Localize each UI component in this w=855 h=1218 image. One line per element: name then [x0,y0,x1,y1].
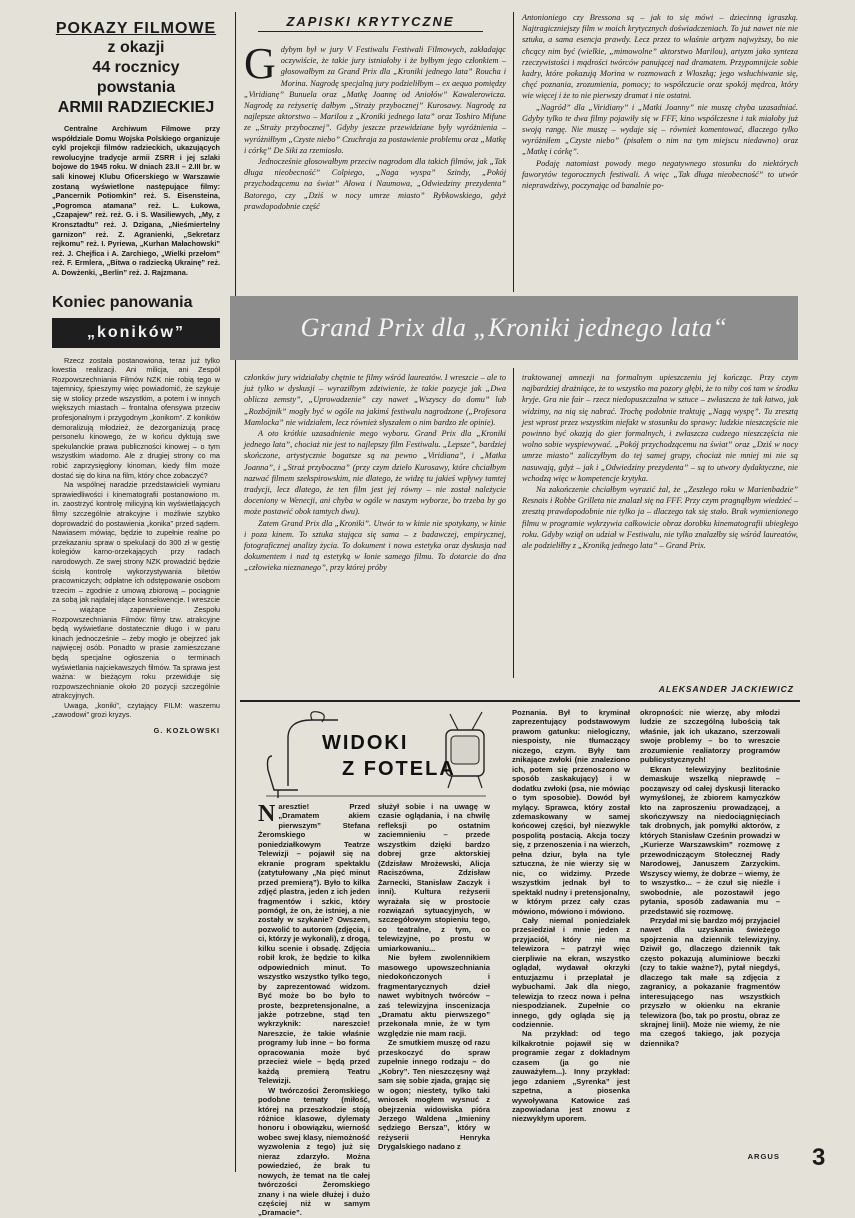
zapiski-header: ZAPISKI KRYTYCZNE [258,14,483,32]
zapiski-paragraph: Jednocześnie głosowałbym przeciw nagrodom dla takich filmów, jak „Tak długa nieobecność” Colpiego, „Naga wyspa” Szindy, „Pokój przychodzącemu na świat” Ałowa i Naumowa, „Odwiedziny prezydenta” Batorego, czy „Dziś w nocy umrze miasto” Rybkowskiego, gdyż prawdopodobnie część [244,157,506,211]
zapiski-paragraph [244,39,506,156]
widoki-paragraph: Nie byłem zwolennikiem masowego upowszechniania niedokończonych i fragmentarycznych dzieł nawet wybitnych twórców – zaś telewizyjna inscenizacja „Dramatu aktu pierwszego” przekonała mnie, że w tym względzie nie mam racji. [378,953,490,1038]
koniec-signature: G. KOZŁOWSKI [153,726,220,736]
left-column [52,20,220,735]
pokazy-title-line3: 44 rocznicy powstania [92,59,180,96]
zapiski-text: dybym był w jury V Festiwalu Festiwali Filmowych, zakładając oczywiście, że takie jury istniałoby i że byłbym jego członkiem – głosowałbym za Grand Prix dla „Kroniki jednego lata” Roucha i Morina. Nagrodę specjalną jury podzieliłbym – ex aequo pomiędzy „Viridianę” Bunuela oraz „Matkę Joannę od Aniołów” Kawalerowicza. Nagrodę za reżyserię dałbym „Straży przybocznej” Kurosawy. Nagrodę za najlepsze aktorstwo – Marilou z „Kroniki jednego lata” oraz Toshiro Mifune ze „Straży przybocznej”. Gdyby jeszcze przewidziane były wyróżnienia – wyróżniłbym „Czyste niebo” Czuchraja za postawienie problemu oraz „Matkę i córkę” De Siki za rzemiosło. [244,45,506,155]
pokazy-title-line1: POKAZY FILMOWE [55,20,217,37]
widoki-column-2 [378,802,490,1152]
pokazy-title-line4: ARMII RADZIECKIEJ [57,99,215,116]
page-number: 3 [812,1144,826,1171]
koniec-paragraph: Uwaga, „koniki”, czytający FILM: waszemu „zawodowi” grozi kryzys. [52,700,220,720]
dropcap-letter: G [244,39,276,88]
zapiski-column-3 [244,372,506,674]
widoki-paragraph: W twórczości Żeromskiego podobne tematy (miłość, której na przeszkodzie stoją różnice klasowe, dylematy honoru i obowiązku, wierność wobec swej klasy, niemożność wyzwolenia z tego) już się nieraz zdarzyło. Można powiedzieć, że brak tu nowych, że temat na tle całej twórczości Żeromskiego znany i na wiele dłużej i dużo częściej niż w samym „Dramacie”. [258,1085,370,1218]
widoki-paragraph: Ze smutkiem muszę od razu przeskoczyć do spraw zupełnie innego rodzaju – do „Kobry”. Ten nieszczęsny wąż sam się sobie zjada, grając się w ogon; niestety, tylko taki wniosek mogłem wysnuć z obejrzenia widowiska pióra Jerzego Waldena „Imieniny sędziego Bersza”, który w reżyserii Henryka Drygalskiego nadano z [378,1038,490,1152]
zapiski-paragraph: członków jury widziałaby chętnie te filmy wśród laureatów. I wreszcie – ale to już tylko w dyskusji – wyraziłbym zdziwienie, że takie pozycje jak „Dwa oblicza zemsty”, „Uprowadzenie” czy nawet „Wszyscy do domu” lub „Rozbójnik” mogły być w ogóle na jakimś festiwalu nagrodzone („Profesora Mamlocka” nie widziałem, lecz również słyszałem o nim bardzo złe opinie). [244,373,506,427]
banner-title: Grand Prix dla „Kroniki jednego lata“ [300,313,728,342]
dropcap-letter: N [258,801,276,827]
widoki-column-4 [640,708,780,1146]
pokazy-title-line2: z okazji [107,39,165,56]
widoki-column-3 [512,708,630,1146]
zapiski-paragraph: Na zakończenie chciałbym wyrazić żal, że „Zeszłego roku w Marienbadzie” Resnais i Robbe Grilleta nie znalazł się na FFF. Przy czym pragnąłbym wiedzieć – zresztą prawdopodobnie nie tylko ja – dlaczego tak się stało. Brak wymienionego filmu w programie wykrzywia całkowicie obraz dorobku kinematografii ubiegłego roku. Gdyby wziął on udział w Festiwalu, nie tylko znalazłby się wśród laureatów, ale podzieliłby z „Kroniką jednego lata” – Grand Prix. [522,485,798,551]
zapiski-paragraph: A oto krótkie uzasadnienie mego wyboru. Grand Prix dla „Kroniki jednego lata”, chociaż nie jest to najlepszy film Festiwalu. „Lepsze”, bardziej skończone, artystycznie bogatsze są na pewno „Viridiana”, i „Matka Joanna”, i „Straż przyboczna” (przy czym dzieło Kurosawy, które chciałbym nazwać filmem szekspirowskim, nie dlatego, że widzę tu jakieś wpływy tamtej tradycji, lecz dlatego, że ten film jest jej równy – nie został należycie doceniony w Wenecji, ani chyba w ogóle w naszym wyborze, bo trzeba by go może postawić obok tamtych dwu). [244,429,506,517]
widoki-column-1 [258,801,370,1218]
grand-prix-banner [230,296,798,360]
pokazy-body [52,124,220,278]
koniec-box-title: „koników” [52,318,220,348]
widoki-paragraph: Ekran telewizyjny bezlitośnie demaskuje wszelką nieprawdę – począwszy od całej dyskusji literacko wymyślonej, że zbiorem kamyczków kto na zaproszeniu prowadzącej, a skończywszy na niedociągnięciach tak drobnych, jak pomyłki aktorów, z których Stanisław Cześnin prowadzi w „Kurierze Warszawskim” rozmowę z przewodniczącym Stołecznej Rady Narodowej, Januszem Zarzyckim. Wszyscy wiemy, że dobrze – wiemy, że to wszystko... – że czuł się nieźle i swobodnie, ale pozostawił jego pytania, sposób zadawania mu – przedstawić się rozmowę. [640,764,780,916]
widoki-header [258,708,490,798]
column-divider-bottom-right [513,368,514,678]
zapiski-paragraph: traktowanej amnezji na formalnym upieszczeniu jej kończąc. Przy czym najbardziej drażniące, że to wszystko ma pozory głębi, że to niby coś tam w środku kryje. Gra nie fair – rzecz niedopuszczalna w sztuce – zwłaszcza że tak łatwo, jak widzimy, na nią się nabrać. Trochę podobnie traktuję „Nagą wyspę”. Tu zresztą jest wprost przez wszystkim niefakt w stosunku do sprawy: ludzkie nieszczęście nie powinno być okazją do gier formalnych, i zwłaszcza cudzego nieszczęścia nie wolno sobie wyspiewywać. „Pokój przychodzącemu na świat” oraz „Dziś w nocy umrze miasto” zaliczyłbym do tej samej grupy, chociaż nie mniej mi nie są nasuwają, gdyż – jak i „Odwiedziny prezydenta” – są to utwory dydaktyczne, nie wchodzą więc w kompetencje krytyka. [522,373,798,483]
zapiski-paragraph: Antonioniego czy Bressona są – jak to się mówi – dziecinną igraszką. Najtragiczniejszy film w moich krytycznych doświadczeniach. To już nawet nie nie sztuka, a sama esencja prawdy. Lecz przez to właśnie artyzm najwyższy, bo nie chcący nim być (wielkie, „mimowolne” aktorstwo Marilou), artyzm jako synteza rzeczywistości i mądrości twórców panującej nad dramatem. Przypomnijcie sobie kadry, które pokazują Morina w rozmowach z Włoszką; jego wsłuchiwanie się, chęć poznania, zrozumienia, pomocy; to współczucie oraz spokój mędrca, który wie więcej i że to nie pierwszy dramat i nie ostatni. [522,13,798,101]
widoki-text: aresztie! Przed „Dramatem akiem pierwszym” Stefana Żeromskiego w poniedziałkowym Teatrze Telewizji – pojawił się na ekranie program spektaklu (zatytułowany „Na pięć minut przed premierą”). Było to kilka zdjęć plastra, jeden z ich jeden fragmentów i szkic, który pomógł, że on, że istniej, a nie zostały w szykanie? Owszem, pozwolić to autorom (zdjęcia, i ci, którzy je wykonali), z drogą, kilku scenie i obsadę. Zdjęcia robił krok, że będzie to kilka odpowiednich minut. To wszystko wszystko tylko tego, by zaprezentować widzom. Być może bo bo było to proste, bezpretensjonalne, a jakże potrzebne, stąd ten wykrzyknik: nareszcie! Nareszcie, że takie właśnie programy lub inne – bo forma opracowania może być przecież wiele – będą przed każdą premierą Teatru Telewizji. [258,802,370,1086]
koniec-title: Koniec panowania [52,293,193,311]
zapiski-paragraph: „Nagród” dla „Viridiany” i „Matki Joanny” nie muszę chyba uzasadniać. Gdyby tylko te dwa filmy pojawiły się w FFF, kino współczesne i tak miałoby już swoją rangę. Nie muszę – wydaje się – również komentować, dlaczego tylko wyróżniłem „Czyste niebo” (pisałem o nim na tym miejscu niedawno) oraz „Matkę i córkę”. [522,102,798,157]
widoki-paragraph: Cały niemal poniedziałek przesiedział i mnie jeden z przyjaciół, który nie ma telewizora – patrzył więc cierpliwie na ekran, wszystko oglądał, wydawał okrzyki entuzjazmu i przeplatał je wybuchami. Jak dla niego, telewizja to rzecz nowa i pełna niespodzianek. Zupełnie co innego, gdy ogląda się ją codziennie. [512,915,630,1029]
koniec-paragraph: Na wspólnej naradzie przedstawicieli wymiaru sprawiedliwości i kinematografii postanowiono m. in. zaostrzyć kontrolę milicyjną kin wyświetlających filmy szczególnie atrakcyjne i możliwie szybko doprowadzić do postawienia „konika” przed sądem. Nawiasem mówiąc, będzie to zupełnie realne po przekazaniu spraw o spekulacji do 300 zł w gestię kolegiów karno-orzekających przy radach narodowych. Ze swej strony NZK prowadzić będzie ścisłą kontrolę wykorzystywania biletów pracowniczych; odpłatne ich odstępowanie osobom trzecim – zgodnie z umową zbiorową – pociągnie za sobą jak najdalej idące konsekwencje. I wreszcie – wiążące zapewnienie Zespołu Rozpowszechniania Filmów: filmy tzw. atrakcyjne będą wyświetlane dostatecznie długo i w paru kinach jednocześnie – żeby mogło je obejrzeć jak najwięcej osób. Ponadto w prasie zamieszczane będą specjalne ogłoszenia o terminach wyświetlania najciekawszych filmów. Ta sprawa jest ważna: w bieżącym roku przewiduje się rozpowszechnianie około 20 pozycji szczególnie atrakcyjnych. [52,480,220,701]
column-divider-left [235,12,236,1172]
widoki-paragraph: Przydał mi się bardzo mój przyjaciel nawet dla uzyskania świeżego spojrzenia na dziennik telewizyjny. Dziwił go, dlaczego dziennik tak często pokazują aluminiowe beczki (czy to takie ważne?), pytał niegdyś, dlaczego tak małe są zdjęcia z zagranicy, a pokazanie fragmentów interesującego nas wszystkich przyszło w okienku na ekranie telewizora (bo, tak po prostu, obraz ze skrajnej linii). Może nie wiemy, że nie ma czegoś takiego, jak pozycja dziennika? [640,915,780,1048]
pokazy-header [52,20,220,118]
koniec-paragraph: Rzecz została postanowiona, teraz już tylko kwestia realizacji. Ani milicja, ani Zespół Rozpowszechniania Filmów NZK nie robią tego w tajemnicy, śpieszymy więc powiadomić, że szykuje się w stolicy przede wszystkim, a potem i w innych większych miastach – frontalna ofensywa przeciw profesjonalnym i przygodnym „konikom”. Z koników demoralizują młodzież, że dezorganizują pracę personelu kinowego, że w końcu dyktują swe spekulanckie prawa publiczności kinowej – o tym wszystkim wiadomo. Ale z drugiej strony co ma robić zaprzysięgłony kinoman, kiedy film może dostać się do kina na film, który chce zobaczyć? [52,355,220,480]
section-divider [240,700,800,702]
widoki-title-line1: WIDOKI [322,732,409,754]
column-divider-right [513,12,514,292]
zapiski-paragraph: Zatem Grand Prix dla „Kroniki”. Utwór to w kinie nie spotykany, w kinie i poza kinem. To sztuka stająca się sama – z badawczej, empirycznej, fotograficznej analizy życia. To dokument i nowa estetyka oraz dyskusja nad dokumentem i nad tą estetyką w łonie samego filmu. To dotarcie do dna „człowieka nieznanego”, przy której próby [244,518,506,573]
zapiski-author: ALEKSANDER JACKIEWICZ [658,684,794,694]
koniec-body [52,356,220,721]
widoki-paragraph: służył sobie i na uwagę w czasie oglądania, i na chwilę refleksji po ostatnim zaciemnieniu – przede wszystkim dzięki bardzo dobrej grze aktorskiej (Zdzisław Mrożewski, Alicja Raciszówna, Zdzisław Żarnecki, Stanisław Zaczyk i inni). Kultura reżyserii wyrażała się w prostocie rozwiązań sytuacyjnych, w szczegółowym stopieniu tego, co teatralne, z tym, co telewizyjne, po prostu w umiarkowaniu... [378,802,490,953]
zapiski-column-2 [522,12,798,292]
zapiski-column-1 [244,39,506,290]
zapiski-column-4 [522,372,798,674]
widoki-title-line2: Z FOTELA [342,758,456,780]
zapiski-paragraph: Podaję natomiast powody mego negatywnego stosunku do niektórych faworytów tegorocznych festiwali. A więc „Tak długa nieobecność” to utwór nieprawdziwy, poczynając od banalnie po- [522,158,798,191]
widoki-signature: ARGUS [747,1152,780,1161]
widoki-paragraph: okropności: nie wierzę, aby młodzi ludzie ze szczególną lubością tak właśnie, jak ich ukazano, szerzowali swoje problemy – bo to wreszcie zrozumienie realiatorzy programów publicystycznych! [640,708,780,765]
pokazy-paragraph: Centralne Archiwum Filmowe przy współdziale Domu Wojska Polskiego organizuje cykl projekcji filmów radzieckich, ukazujących rewolucyjne tradycje armii ZSRR i jej szlaki bojowe do 1945 roku. W dniach 23.II – 2.III br. w sali kinowej Klubu Oficerskiego w Warszawie zostaną wyświetlone następujące filmy: „Pancernik Potiomkin” reż. S. Eisensteina, „Pogromca atamana” reż. L. Łukowa, „Czapajew” reż. reż. G. i S. Wasiliewych, „My, z Kronsztadtu” reż. J. Dzigana, „Nieśmiertelny garnizon” reż. Z. Agranienki, „Sekretarz rejkomu” reż. I. Pyriewa, „Kurhan Małachowski” reż. J. Chejfica i A. Zarchiego, „Wielki przełom” reż. F. Ermlera, „Bitwa o radziecką Ukrainę” reż. A. Dowżenki, „Berlin” reż. J. Rajzmana. [52,124,220,277]
widoki-paragraph: Poznania. Był to kryminał zaprezentujący podstawowym prawom gatunku: nielogiczny, niespoisty, nie tłumaczący niczego, czym. Były tam znikające zwłoki (nie znaleziono ich, potem się przenoszono w sposób zaskakujący) i w dodatku zwłoki (psa, nie mówiąc o tym sposobie). Dowód był mylący. Sprawca, który został zdemaskowany w samej końcowej części, był niezwykle pospolitą postacią. Akcja toczy się, z przenoszenia i na wierzch, pełna dziur, była na tyle sztuczna, że nie wierzy się w nic, co widzimy. Przede wszystkim jednak był to spektakl nudny i pretensjonalny, w którym przez cały czas mówiono, mówiono i mówiono. [512,708,630,916]
widoki-paragraph [258,802,370,1086]
widoki-paragraph: Na przykład: od tego kilkakrotnie pojawił się w programie zegar z dokładnym czasem (ja go nie zauważyłem...). Inny przykład: jego zdaniem „Syrenka” jest szpetna, a piosenka wywoływana Katowice zaś zapowiadana jest znowu z niezwykłym uporem. [512,1029,630,1124]
